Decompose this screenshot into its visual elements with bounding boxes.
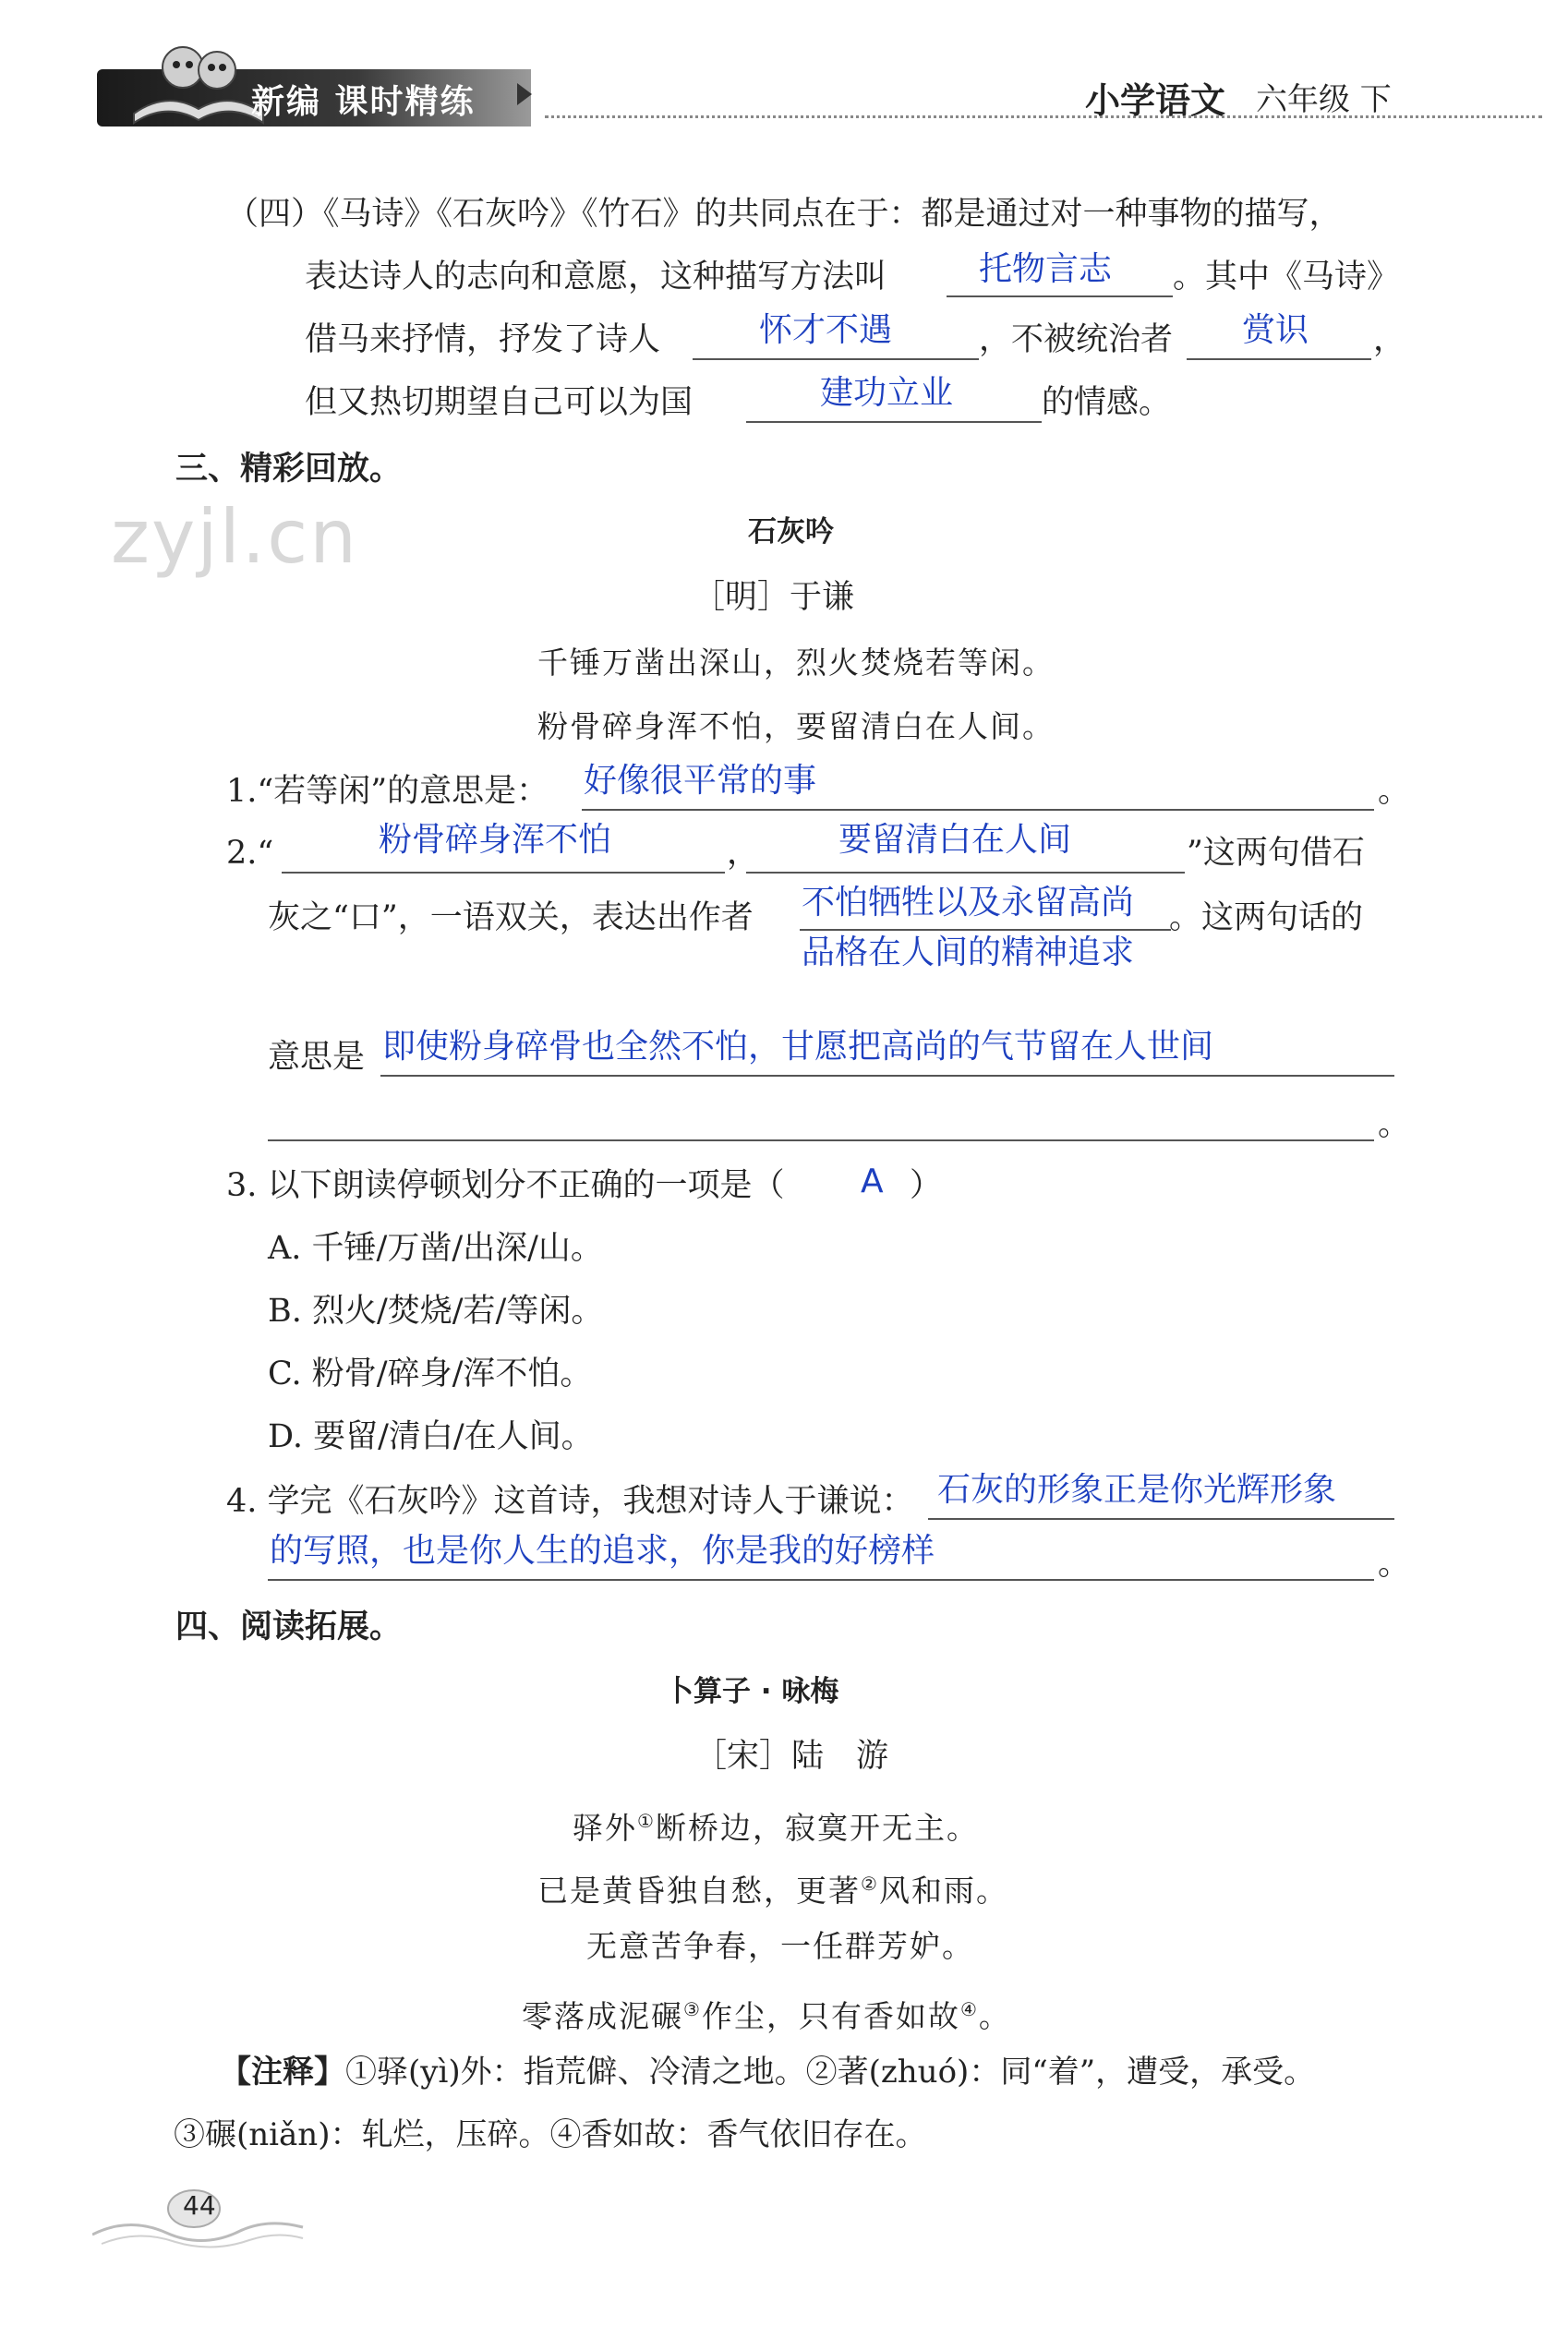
part4-line3c: ， bbox=[1373, 321, 1406, 358]
poem1-line2: 粉骨碎身浑不怕，要留清白在人间。 bbox=[537, 708, 1055, 744]
header-arrow-icon bbox=[517, 83, 532, 105]
answer-3: 赏识 bbox=[1242, 311, 1309, 349]
q2-end: 。 bbox=[1378, 1106, 1411, 1143]
q2-prefix: 2.“ bbox=[226, 835, 274, 872]
poem2-line4: 零落成泥碾③作尘，只有香如故④。 bbox=[522, 1998, 1011, 2034]
page-number: 44 bbox=[183, 2190, 216, 2221]
q2-line3a: 意思是 bbox=[268, 1039, 366, 1076]
poem2-author: ［宋］陆 游 bbox=[694, 1738, 889, 1775]
q2-line2b: 。这两句话的 bbox=[1169, 899, 1364, 936]
answer-line bbox=[268, 1579, 1374, 1581]
q4-answer-2: 的写照，也是你人生的追求，你是我的好榜样 bbox=[270, 1532, 935, 1570]
q3-option-d: D. 要留/清白/在人间。 bbox=[268, 1418, 594, 1455]
q4-answer-1: 石灰的形象正是你光辉形象 bbox=[937, 1471, 1337, 1509]
q2-answer-2: 要留清白在人间 bbox=[838, 821, 1072, 859]
answer-line bbox=[582, 809, 1374, 811]
answer-line bbox=[746, 421, 1042, 423]
poem2-line3: 无意苦争春，一任群芳妒。 bbox=[586, 1928, 974, 1964]
poem2-title: 卜算子 · 咏梅 bbox=[665, 1675, 839, 1708]
header-grade: 六年级 下 bbox=[1256, 81, 1392, 118]
poem1-line1: 千锤万凿出深山，烈火焚烧若等闲。 bbox=[537, 645, 1055, 681]
notes-line1: 【注释】①驿(yì)外：指荒僻、冷清之地。②著(zhuó)：同“着”，遭受，承受。 bbox=[220, 2054, 1316, 2091]
notes-label: 【注释】 bbox=[220, 2054, 345, 2091]
q3-option-c: C. 粉骨/碎身/浑不怕。 bbox=[268, 1356, 593, 1392]
q2-line2a: 灰之“口”，一语双关，表达出作者 bbox=[268, 899, 754, 936]
part4-line3a: 借马来抒情，抒发了诗人 bbox=[305, 321, 661, 358]
q2-answer-3b: 品格在人间的精神追求 bbox=[802, 934, 1135, 971]
answer-line bbox=[693, 358, 979, 360]
answer-line bbox=[282, 872, 725, 874]
q2-comma: ， bbox=[727, 835, 760, 872]
q3-answer: A bbox=[861, 1163, 884, 1200]
section3-heading: 三、精彩回放。 bbox=[175, 451, 403, 488]
poem2-line1: 驿外①断桥边，寂寞开无主。 bbox=[573, 1810, 979, 1846]
poem1-author: ［明］于谦 bbox=[693, 579, 855, 616]
header-divider bbox=[545, 115, 1542, 118]
section4-heading: 四、阅读拓展。 bbox=[175, 1609, 403, 1645]
q2-text-1: ”这两句借石 bbox=[1187, 835, 1365, 872]
answer-1: 托物言志 bbox=[979, 250, 1113, 288]
header-subject: 小学语文 bbox=[1085, 80, 1226, 121]
q3-close: ） bbox=[910, 1167, 943, 1204]
answer-4: 建功立业 bbox=[820, 374, 954, 412]
part4-line1: （四）《马诗》《石灰吟》《竹石》的共同点在于：都是通过对一种事物的描写， bbox=[226, 196, 1342, 233]
poem1-title: 石灰吟 bbox=[748, 515, 834, 548]
answer-line bbox=[800, 929, 1171, 931]
poem2-line2: 已是黄昏独自愁，更著②风和雨。 bbox=[537, 1873, 1008, 1909]
part4-line4a: 但又热切期望自己可以为国 bbox=[305, 384, 694, 421]
answer-line bbox=[746, 872, 1185, 874]
q2-answer-1: 粉骨碎身浑不怕 bbox=[379, 821, 612, 859]
q2-answer-4: 即使粉身碎骨也全然不怕，甘愿把高尚的气节留在人世间 bbox=[382, 1028, 1214, 1066]
part4-line2b: 。其中《马诗》 bbox=[1173, 259, 1400, 295]
q3-text: 3. 以下朗读停顿划分不正确的一项是（ bbox=[226, 1167, 785, 1204]
answer-line bbox=[947, 295, 1173, 297]
answer-line bbox=[380, 1075, 1394, 1077]
notes-line2: ③碾(niǎn)：轧烂，压碎。④香如故：香气依旧存在。 bbox=[174, 2116, 927, 2153]
q1-end: 。 bbox=[1378, 773, 1411, 810]
part4-line3b: ，不被统治者 bbox=[979, 321, 1174, 358]
answer-2: 怀才不遇 bbox=[759, 311, 893, 349]
book-mascot-icon bbox=[129, 35, 268, 127]
answer-line bbox=[928, 1518, 1394, 1520]
q4-end: 。 bbox=[1378, 1546, 1411, 1583]
answer-line bbox=[268, 1139, 1374, 1141]
part4-line2a: 表达诗人的志向和意愿，这种描写方法叫 bbox=[305, 259, 887, 295]
q1-text: 1.“若等闲”的意思是： bbox=[226, 773, 549, 810]
watermark: zyjl.cn bbox=[111, 494, 358, 580]
part4-line4b: 的情感。 bbox=[1042, 384, 1172, 421]
q3-option-b: B. 烈火/焚烧/若/等闲。 bbox=[268, 1293, 604, 1330]
q2-answer-3a: 不怕牺牲以及永留高尚 bbox=[802, 884, 1135, 922]
header-title: 新编 课时精练 bbox=[251, 83, 476, 121]
q1-answer: 好像很平常的事 bbox=[584, 762, 817, 800]
answer-line bbox=[1187, 358, 1371, 360]
q3-option-a: A. 千锤/万凿/出深/山。 bbox=[268, 1230, 603, 1267]
q4-text: 4. 学完《石灰吟》这首诗，我想对诗人于谦说： bbox=[226, 1483, 914, 1520]
